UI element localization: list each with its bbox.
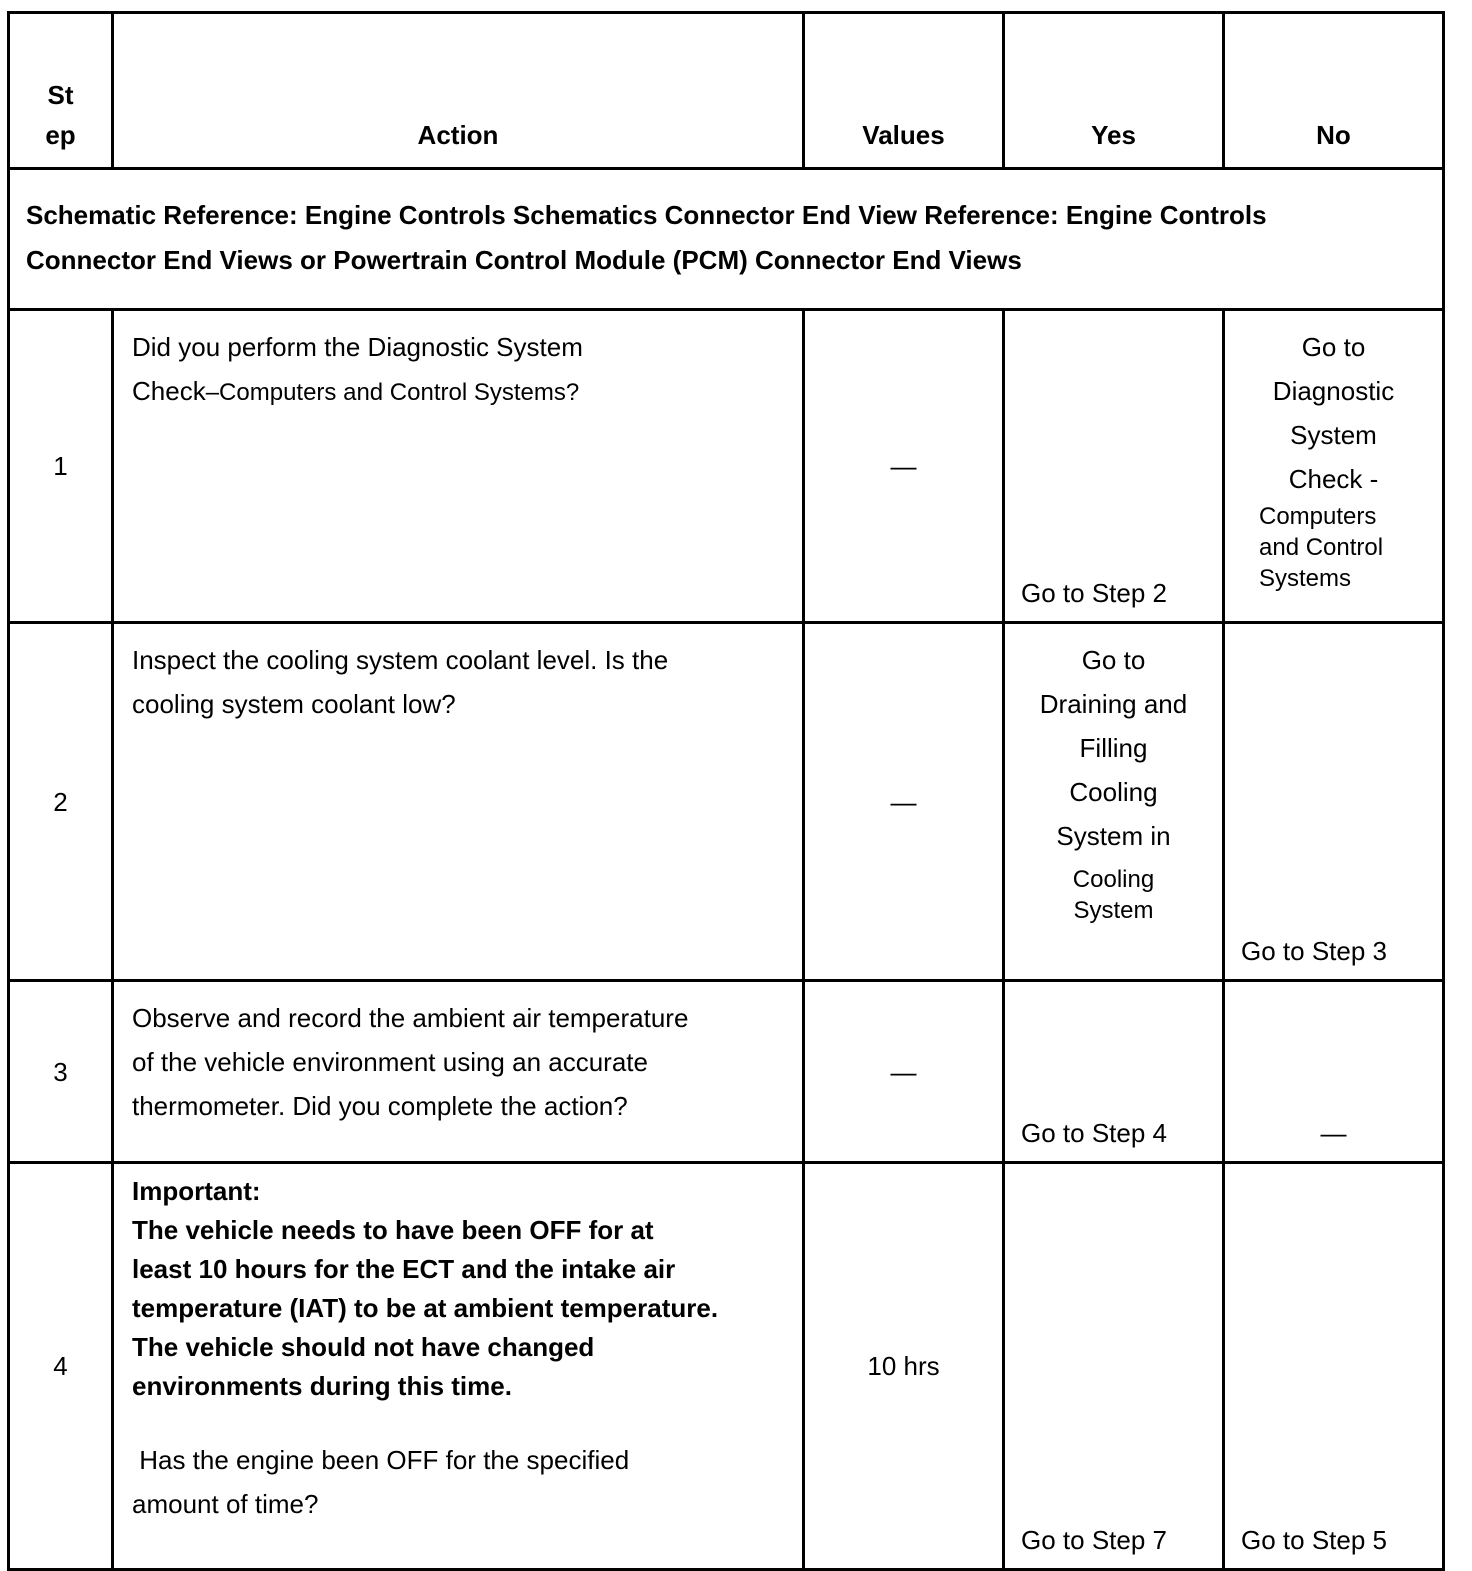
no-link[interactable] bbox=[1235, 325, 1432, 594]
action-text: cooling system coolant low? bbox=[132, 689, 456, 719]
table-row bbox=[9, 981, 1444, 1163]
header-action: Action bbox=[113, 13, 804, 169]
important-text: environments during this time. bbox=[132, 1371, 512, 1401]
action-text bbox=[132, 369, 784, 413]
values-cell: — bbox=[804, 310, 1004, 623]
yes-link[interactable] bbox=[1015, 638, 1212, 926]
table-row bbox=[9, 1163, 1444, 1570]
action-cell bbox=[113, 1163, 804, 1570]
action-text-small: –Computers and Control Systems? bbox=[205, 379, 580, 406]
important-text: The vehicle should not have changed bbox=[132, 1332, 595, 1362]
yes-link[interactable]: Go to Step 2 bbox=[1021, 578, 1167, 608]
step-number: 1 bbox=[9, 310, 113, 623]
action-cell bbox=[113, 623, 804, 981]
table-header-row bbox=[9, 13, 1444, 169]
no-link-line: Go to bbox=[1301, 332, 1366, 362]
yes-cell bbox=[1004, 1163, 1224, 1570]
reference-line-2: Connector End Views or Powertrain Control Module (PCM) Connector End Views bbox=[26, 245, 1022, 275]
yes-link[interactable]: Go to Step 7 bbox=[1021, 1525, 1167, 1555]
action-text: of the vehicle environment using an accurate bbox=[132, 1047, 648, 1077]
action-text: amount of time? bbox=[132, 1489, 319, 1519]
yes-link-line-small: Cooling bbox=[1072, 866, 1155, 893]
yes-cell bbox=[1004, 310, 1224, 623]
important-text: The vehicle needs to have been OFF for at bbox=[132, 1215, 654, 1245]
no-link-line: Check - bbox=[1288, 464, 1379, 494]
diagnostic-table bbox=[7, 11, 1445, 1571]
yes-link[interactable]: Go to Step 4 bbox=[1021, 1118, 1167, 1148]
no-cell bbox=[1224, 1163, 1444, 1570]
reference-row bbox=[9, 169, 1444, 310]
header-values: Values bbox=[804, 13, 1004, 169]
yes-cell bbox=[1004, 981, 1224, 1163]
no-link[interactable]: Go to Step 3 bbox=[1241, 936, 1387, 966]
header-no: No bbox=[1224, 13, 1444, 169]
action-text: Inspect the cooling system coolant level. Is the bbox=[132, 645, 669, 675]
action-text: Observe and record the ambient air temperature bbox=[132, 1003, 689, 1033]
table-row bbox=[9, 310, 1444, 623]
important-text: least 10 hours for the ECT and the intake air bbox=[132, 1254, 676, 1284]
table-row bbox=[9, 623, 1444, 981]
yes-link-line: Draining and bbox=[1039, 689, 1188, 719]
step-number: 3 bbox=[9, 981, 113, 1163]
no-cell: — bbox=[1224, 981, 1444, 1163]
no-link-line: System bbox=[1290, 420, 1377, 450]
no-link-line-small: and Control bbox=[1259, 534, 1384, 561]
no-link-line-small: Systems bbox=[1259, 565, 1352, 592]
spacer bbox=[132, 1406, 784, 1438]
action-text: Did you perform the Diagnostic System bbox=[132, 332, 583, 362]
no-cell bbox=[1224, 310, 1444, 623]
yes-link-line: Go to bbox=[1081, 645, 1146, 675]
no-cell bbox=[1224, 623, 1444, 981]
schematic-reference bbox=[9, 169, 1444, 310]
no-link[interactable]: Go to Step 5 bbox=[1241, 1525, 1387, 1555]
yes-link-line: Filling bbox=[1079, 733, 1148, 763]
yes-cell bbox=[1004, 623, 1224, 981]
action-cell bbox=[113, 310, 804, 623]
values-cell: — bbox=[804, 623, 1004, 981]
header-yes: Yes bbox=[1004, 13, 1224, 169]
no-link-line: Diagnostic bbox=[1272, 376, 1395, 406]
no-link-line-small: Computers bbox=[1259, 503, 1377, 530]
values-cell: 10 hrs bbox=[804, 1163, 1004, 1570]
reference-line-1: Schematic Reference: Engine Controls Schematics Connector End View Reference: Engine Controls bbox=[26, 200, 1267, 230]
yes-link-line: Cooling bbox=[1069, 777, 1158, 807]
yes-link-line-small: System bbox=[1073, 897, 1154, 924]
yes-link-line: System in bbox=[1056, 821, 1171, 851]
header-step: St ep bbox=[9, 13, 113, 169]
important-label: Important: bbox=[132, 1176, 261, 1206]
values-cell: — bbox=[804, 981, 1004, 1163]
action-text: thermometer. Did you complete the action? bbox=[132, 1091, 628, 1121]
step-number: 2 bbox=[9, 623, 113, 981]
action-text: Has the engine been OFF for the specified bbox=[132, 1445, 630, 1475]
action-cell bbox=[113, 981, 804, 1163]
step-number: 4 bbox=[9, 1163, 113, 1570]
action-text-main: Check bbox=[132, 376, 206, 406]
important-text: temperature (IAT) to be at ambient temperature. bbox=[132, 1293, 719, 1323]
